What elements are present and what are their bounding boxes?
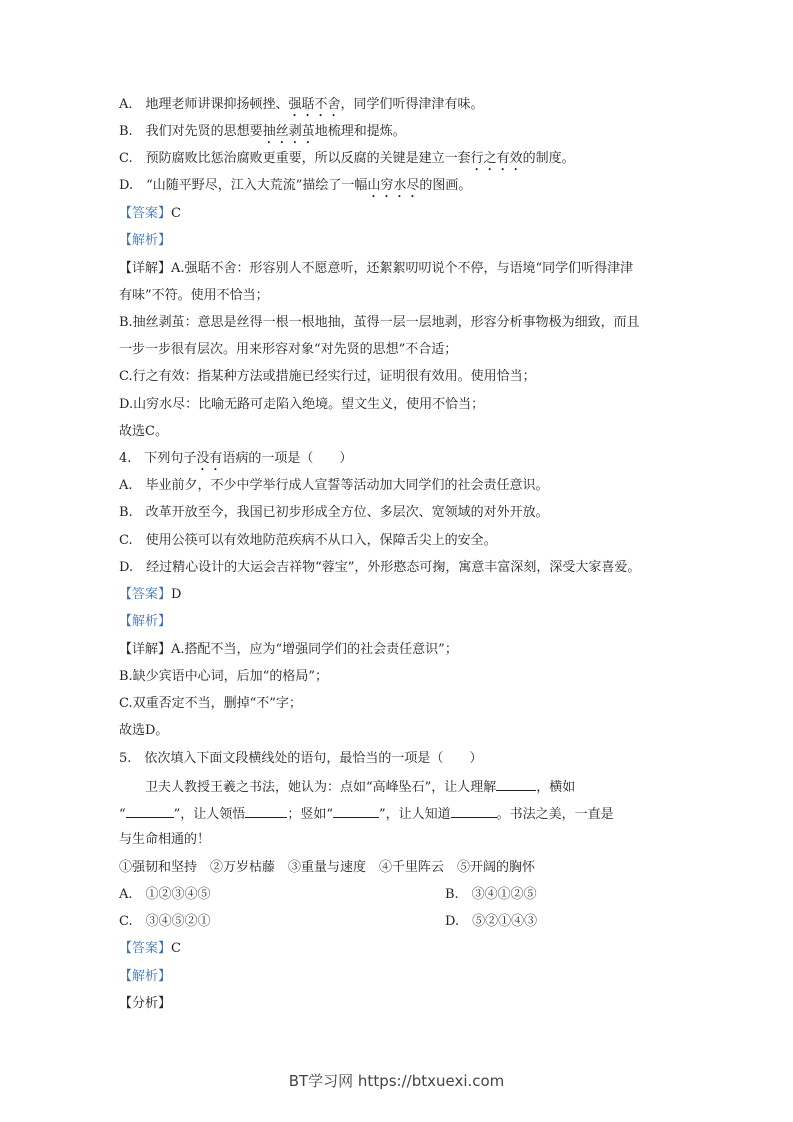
- q5-passage-line: 与生命相通的！: [119, 832, 211, 847]
- answer-value: D: [171, 587, 182, 602]
- q3-detail-line: 有味”不符。使用不恰当；: [119, 288, 269, 303]
- emphasized-phrase: 行之有效: [470, 151, 523, 166]
- emphasized-phrase: 强聒不舍: [288, 97, 341, 112]
- site-footer: BT学习网 https://btxuexi.com: [288, 1072, 505, 1090]
- q5-option-a: A. ①②③④⑤: [119, 887, 211, 902]
- q4-analysis-tag: 【解析】: [119, 614, 172, 629]
- passage-text: ”，让人知道: [378, 807, 451, 822]
- detail-text: A.搭配不当，应为“增强同学们的社会责任意识”；: [171, 642, 458, 657]
- q4-answer: [119, 586, 181, 604]
- stem-text: 4. 下列句子: [119, 451, 197, 466]
- option-text: C. 预防腐败比惩治腐败更重要，所以反腐的关键是建立一套: [119, 151, 471, 166]
- q4-detail-line: C.双重否定不当，删掉“不”字；: [119, 696, 302, 711]
- q3-analysis-tag: 【解析】: [119, 233, 172, 248]
- q4-stem: [119, 450, 352, 474]
- q5-passage-line: [145, 777, 575, 797]
- q5-stem: 5. 依次填入下面文段横线处的语句，最恰当的一项是（ ）: [119, 751, 483, 766]
- q3-detail-line: 一步一步很有层次。用来形容对象“对先贤的思想”不合适；: [119, 342, 458, 357]
- q4-detail-line: [119, 641, 458, 659]
- option-text: 地梳理和提炼。: [314, 124, 406, 139]
- passage-text: ”，让人领悟: [173, 807, 246, 822]
- q5-fenxi-tag: 【分析】: [119, 996, 172, 1011]
- fill-blank: [126, 804, 174, 818]
- q4-option-b: B. 改革开放至今，我国已初步形成全方位、多层次、宽领域的对外开放。: [119, 505, 549, 520]
- q5-option-d: D. ⑤②①④③: [445, 914, 538, 929]
- passage-text: 卫夫人教授王羲之书法，她认为：点如“高峰坠石”，让人理解: [145, 780, 497, 795]
- detail-tag: 【详解】: [119, 261, 172, 276]
- option-text: A. 地理老师讲课抑扬顿挫、: [119, 97, 289, 112]
- option-text: 的制度。: [522, 151, 575, 166]
- q3-detail-line: [119, 260, 633, 278]
- option-text: D. “山随平野尽，江入大荒流”描绘了一幅: [119, 178, 368, 193]
- detail-text: A.强聒不舍：形容别人不愿意听，还絮絮叨叨说个不停，与语境“同学们听得津津: [171, 261, 634, 276]
- answer-tag: 【答案】: [119, 941, 172, 956]
- q5-answer: [119, 940, 181, 958]
- passage-text: ；竖如“: [287, 807, 333, 822]
- q4-option-c: C. 使用公筷可以有效地防范疾病不从口入，保障舌尖上的安全。: [119, 533, 497, 548]
- q4-option-a: A. 毕业前夕，不少中学举行成人宣誓等活动加大同学们的社会责任意识。: [119, 478, 549, 493]
- option-text: ，同学们听得津津有味。: [340, 97, 484, 112]
- q4-conclusion: 故选D。: [119, 723, 169, 738]
- q3-option-b: [119, 123, 406, 147]
- emphasized-phrase: 抽丝剥茧: [262, 124, 315, 139]
- passage-text: 。书法之美，一直是: [496, 807, 614, 822]
- fill-blank: [245, 804, 287, 818]
- detail-tag: 【详解】: [119, 642, 172, 657]
- q3-detail-line: D.山穷水尽：比喻无路可走陷入绝境。望文生义，使用不恰当；: [119, 397, 485, 412]
- q5-passage-line: [119, 804, 614, 824]
- q3-option-d: [119, 177, 471, 201]
- q5-option-c: C. ③④⑤②①: [119, 914, 211, 929]
- passage-text: “: [119, 807, 126, 822]
- fill-blank: [333, 804, 379, 818]
- option-text: B. 我们对先贤的思想要: [119, 124, 263, 139]
- fill-blank: [451, 804, 497, 818]
- q3-detail-line: B.抽丝剥茧：意思是丝得一根一根地抽，茧得一层一层地剥，形容分析事物极为细致，而且: [119, 315, 640, 330]
- q4-option-d: D. 经过精心设计的大运会吉祥物“蓉宝”，外形憨态可掬，寓意丰富深刻，深受大家喜爱。: [119, 560, 641, 575]
- q3-answer: [119, 205, 181, 223]
- answer-value: C: [171, 206, 181, 221]
- fill-blank: [496, 777, 536, 791]
- stem-text: 语病的一项是（ ）: [222, 451, 353, 466]
- q3-option-c: [119, 150, 575, 174]
- emphasized-phrase: 山穷水尽: [367, 178, 420, 193]
- emphasized-phrase: 没有: [196, 451, 223, 466]
- q3-conclusion: 故选C。: [119, 424, 168, 439]
- q5-option-b: B. ③④①②⑤: [445, 887, 537, 902]
- passage-text: ，横如: [536, 780, 576, 795]
- q3-detail-line: C.行之有效：指某种方法或措施已经实行过，证明很有效用。使用恰当；: [119, 369, 536, 384]
- option-text: 的图画。: [419, 178, 472, 193]
- q5-choices: ①强韧和坚持 ②万岁枯藤 ③重量与速度 ④千里阵云 ⑤开阔的胸怀: [119, 860, 536, 875]
- q4-detail-line: B.缺少宾语中心词，后加“的格局”；: [119, 669, 328, 684]
- answer-tag: 【答案】: [119, 206, 172, 221]
- answer-tag: 【答案】: [119, 587, 172, 602]
- answer-value: C: [171, 941, 181, 956]
- q5-analysis-tag: 【解析】: [119, 969, 172, 984]
- q3-option-a: [119, 96, 484, 120]
